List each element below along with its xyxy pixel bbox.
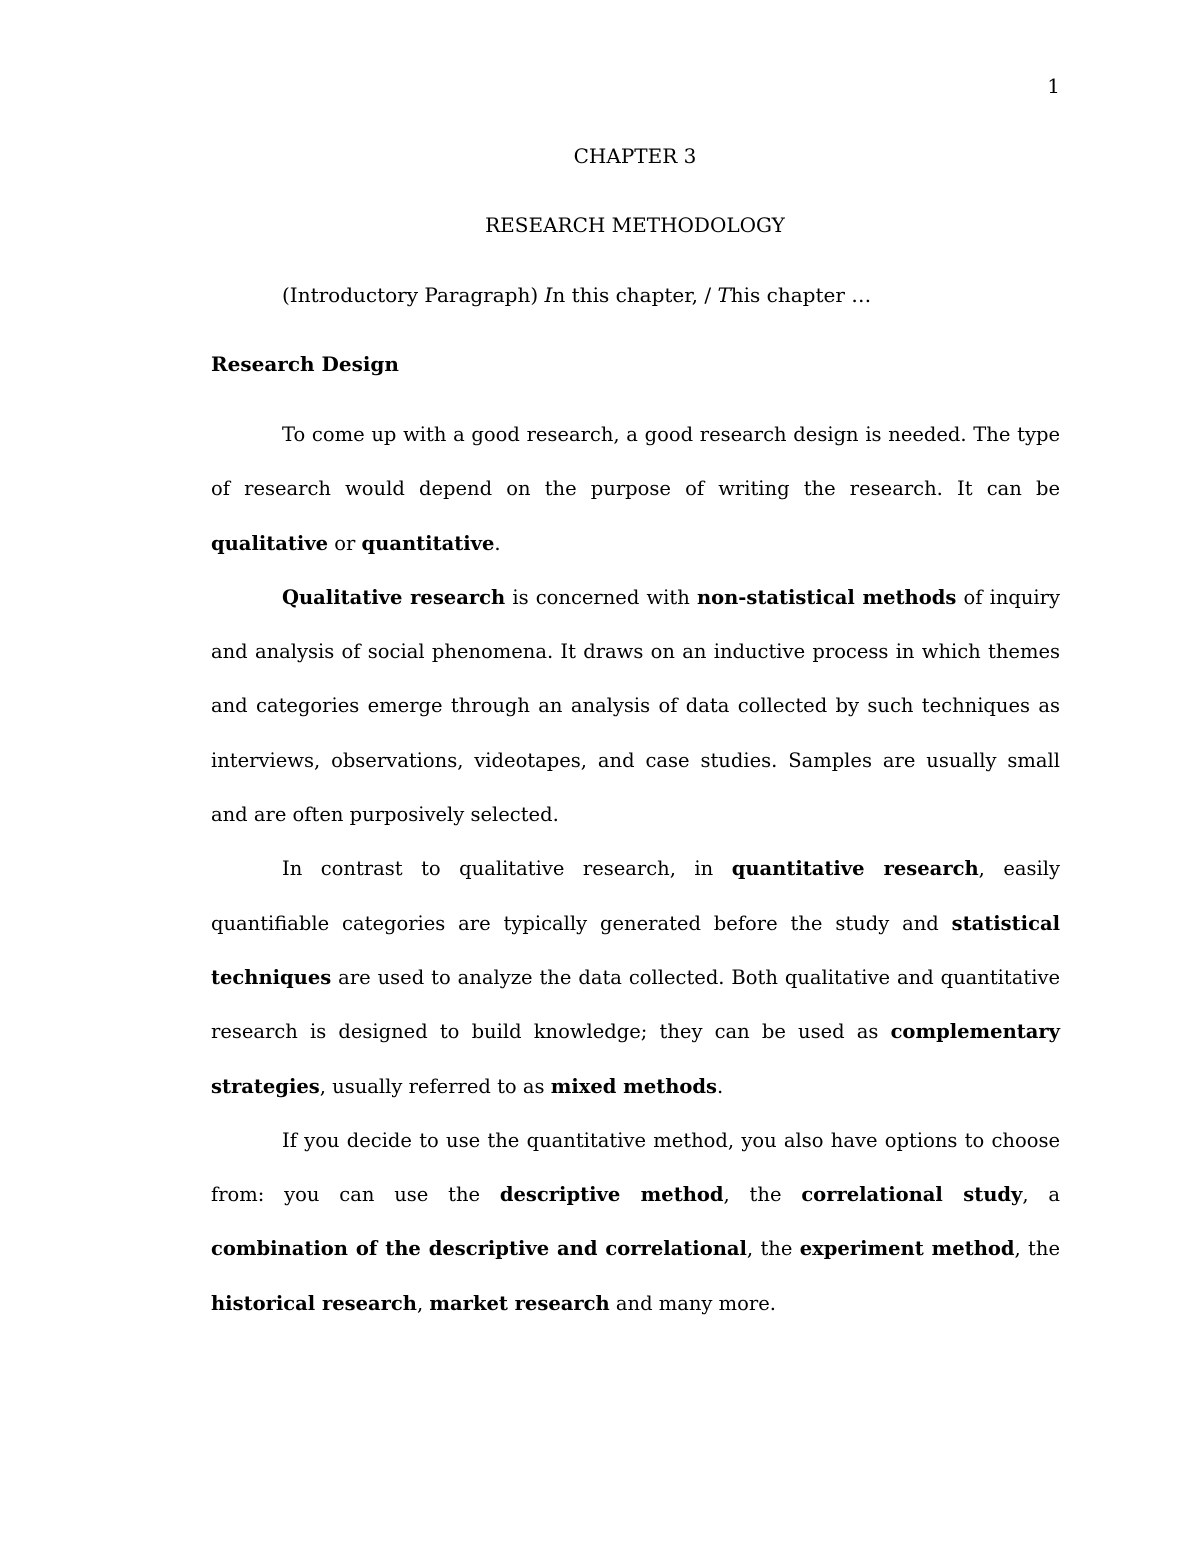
- bold-term: qualitative: [211, 531, 329, 555]
- bold-term: non-statistical methods: [696, 585, 957, 609]
- section-title: RESEARCH METHODOLOGY: [485, 213, 785, 237]
- bold-term: mixed methods: [550, 1074, 718, 1098]
- bold-term: historical research: [211, 1291, 417, 1315]
- paragraph: [211, 408, 1060, 571]
- paragraph-text: , the: [1014, 1237, 1060, 1261]
- paragraph: [211, 1114, 1060, 1331]
- bold-term: combination of the descriptive and correlational: [211, 1237, 747, 1261]
- paragraph-text: , the: [746, 1237, 800, 1261]
- bold-term: experiment method: [799, 1237, 1015, 1261]
- bold-term: complementary strategies: [211, 1020, 1060, 1098]
- paragraph-text: To come up with a good research, a good research design is needed. The type of research would depend on the purpose of writing the research. It can be: [211, 423, 1060, 501]
- paragraph-text: , usually referred to as: [319, 1074, 551, 1098]
- bold-term: quantitative research: [731, 857, 979, 881]
- paragraph-text: In contrast to qualitative research, in: [282, 857, 732, 881]
- paragraph-text: .: [717, 1074, 724, 1098]
- page-number: 1: [1047, 74, 1060, 98]
- paragraph-text: of inquiry and analysis of social phenomena. It draws on an inductive process in which themes and categories emerge through an analysis of data collected by such techniques as interviews, observations, videotapes, and case studies. Samples are usually small and are often purposively selected.: [211, 585, 1060, 827]
- paragraph-text: or: [328, 531, 362, 555]
- paragraph-text: , a: [1022, 1183, 1061, 1207]
- paragraph-text: , the: [723, 1183, 802, 1207]
- paragraph: [211, 571, 1060, 842]
- bold-term: Qualitative research: [282, 585, 506, 609]
- intro-prefix: (Introductory Paragraph): [282, 283, 545, 307]
- intro-option-2: his chapter …: [730, 283, 872, 307]
- paragraph: [211, 842, 1060, 1113]
- intro-option-1: n this chapter, /: [552, 283, 718, 307]
- bold-term: quantitative: [361, 531, 495, 555]
- bold-term: statistical techniques: [211, 911, 1060, 989]
- paragraph-text: .: [494, 531, 501, 555]
- bold-term: market research: [429, 1291, 610, 1315]
- chapter-title: CHAPTER 3: [573, 144, 697, 168]
- paragraph-text: If you decide to use the quantitative method, you also have options to choose from: you can use the: [211, 1128, 1060, 1207]
- body-text: [211, 408, 1060, 1331]
- section-heading: Research Design: [211, 352, 399, 376]
- paragraph-text: is concerned with: [505, 585, 697, 609]
- paragraph-text: ,: [417, 1291, 430, 1315]
- paragraph-text: are used to analyze the data collected. Both qualitative and quantitative research is designed to build knowledge; they can be used as: [211, 965, 1060, 1044]
- intro-option-2-initial: T: [717, 283, 731, 307]
- paragraph-text: and many more.: [609, 1291, 776, 1315]
- bold-term: correlational study: [801, 1183, 1023, 1207]
- paragraph-text: , easily quantifiable categories are typically generated before the study and: [211, 857, 1061, 935]
- intro-paragraph: [282, 283, 871, 307]
- bold-term: descriptive method: [499, 1183, 724, 1207]
- intro-option-1-initial: I: [544, 283, 553, 307]
